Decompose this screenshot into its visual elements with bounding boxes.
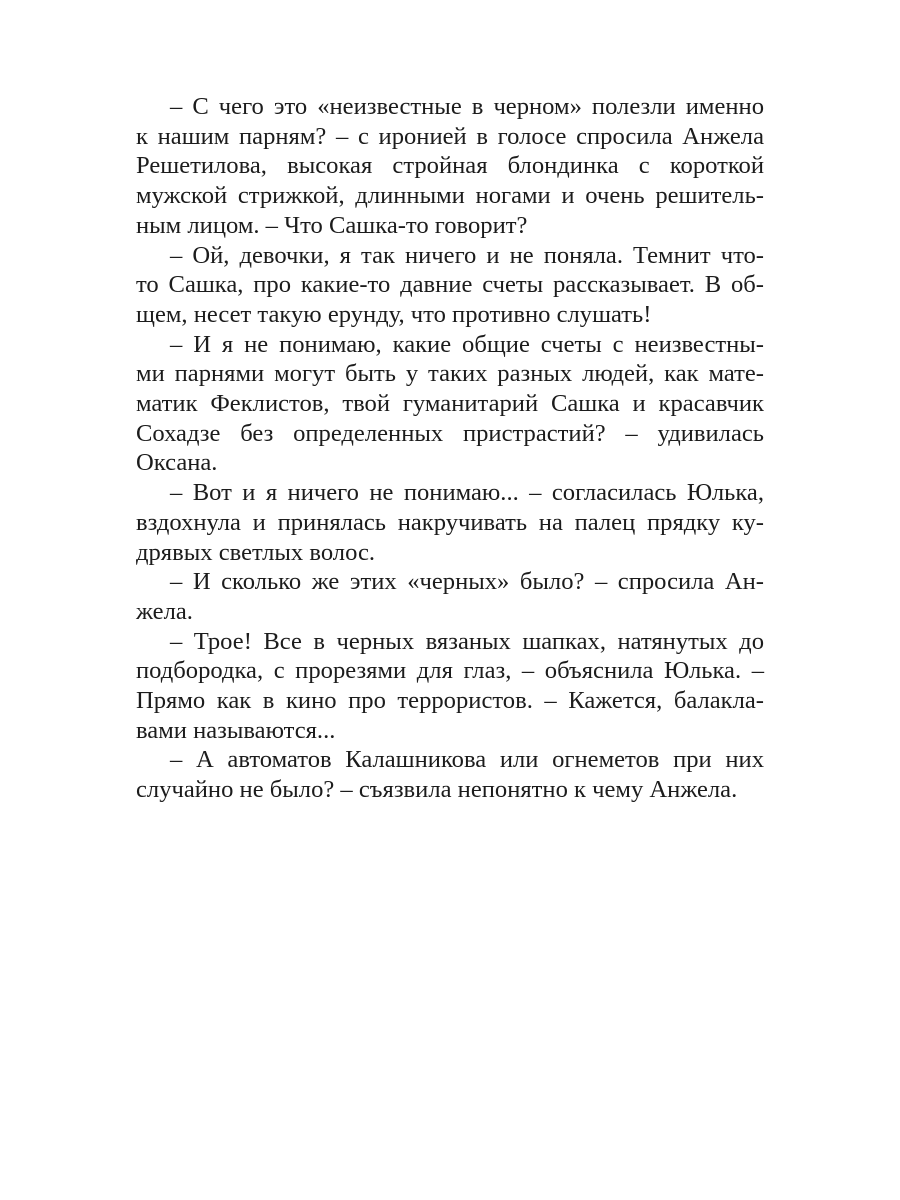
paragraph-6 bbox=[136, 627, 764, 746]
paragraph-5 bbox=[136, 567, 764, 626]
text-line: Сохадзе без определенных пристрастий? – удивилась bbox=[136, 419, 764, 447]
text-line: ным лицом. – Что Сашка-то говорит? bbox=[136, 211, 528, 239]
text-line: Решетилова, высокая стройная блондинка с короткой bbox=[136, 152, 764, 180]
text-line: – Ой, девочки, я так ничего и не поняла. Темнит что- bbox=[170, 241, 764, 269]
text-line: ми парнями могут быть у таких разных людей, как мате- bbox=[136, 360, 764, 388]
paragraph-2 bbox=[136, 241, 764, 330]
text-line: подбородка, с прорезями для глаз, – объяснила Юлька. – bbox=[136, 657, 764, 685]
paragraph-1 bbox=[136, 92, 764, 241]
book-page-text bbox=[136, 92, 764, 805]
text-line: – И сколько же этих «черных» было? – спросила Ан- bbox=[170, 568, 764, 596]
text-line: то Сашка, про какие-то давние счеты рассказывает. В об- bbox=[136, 271, 764, 299]
paragraph-7 bbox=[136, 745, 764, 804]
text-line: вздохнула и принялась накручивать на палец прядку ку- bbox=[136, 508, 764, 536]
text-line: дрявых светлых волос. bbox=[136, 538, 376, 566]
text-line: мужской стрижкой, длинными ногами и очень решитель- bbox=[136, 182, 764, 210]
text-line: к нашим парням? – с иронией в голосе спросила Анжела bbox=[136, 122, 764, 150]
text-line: – И я не понимаю, какие общие счеты с неизвестны- bbox=[170, 330, 764, 358]
text-line: жела. bbox=[136, 597, 193, 625]
text-line: – А автоматов Калашникова или огнеметов при них bbox=[170, 746, 764, 774]
text-line: случайно не было? – съязвила непонятно к чему Анжела. bbox=[136, 776, 738, 804]
text-line: – С чего это «неизвестные в черном» полезли именно bbox=[170, 93, 764, 120]
text-line: Оксана. bbox=[136, 449, 218, 477]
text-line: Прямо как в кино про террористов. – Кажется, балаклa- bbox=[136, 687, 764, 715]
paragraph-4 bbox=[136, 478, 764, 567]
text-line: вами называются... bbox=[136, 716, 336, 744]
text-line: матик Феклистов, твой гуманитарий Сашка и красавчик bbox=[136, 390, 764, 418]
text-line: – Трое! Все в черных вязаных шапках, натянутых до bbox=[170, 627, 764, 655]
paragraph-3 bbox=[136, 330, 764, 479]
text-line: щем, несет такую ерунду, что противно слушать! bbox=[136, 300, 652, 328]
text-line: – Вот и я ничего не понимаю... – согласилась Юлька, bbox=[170, 479, 764, 507]
